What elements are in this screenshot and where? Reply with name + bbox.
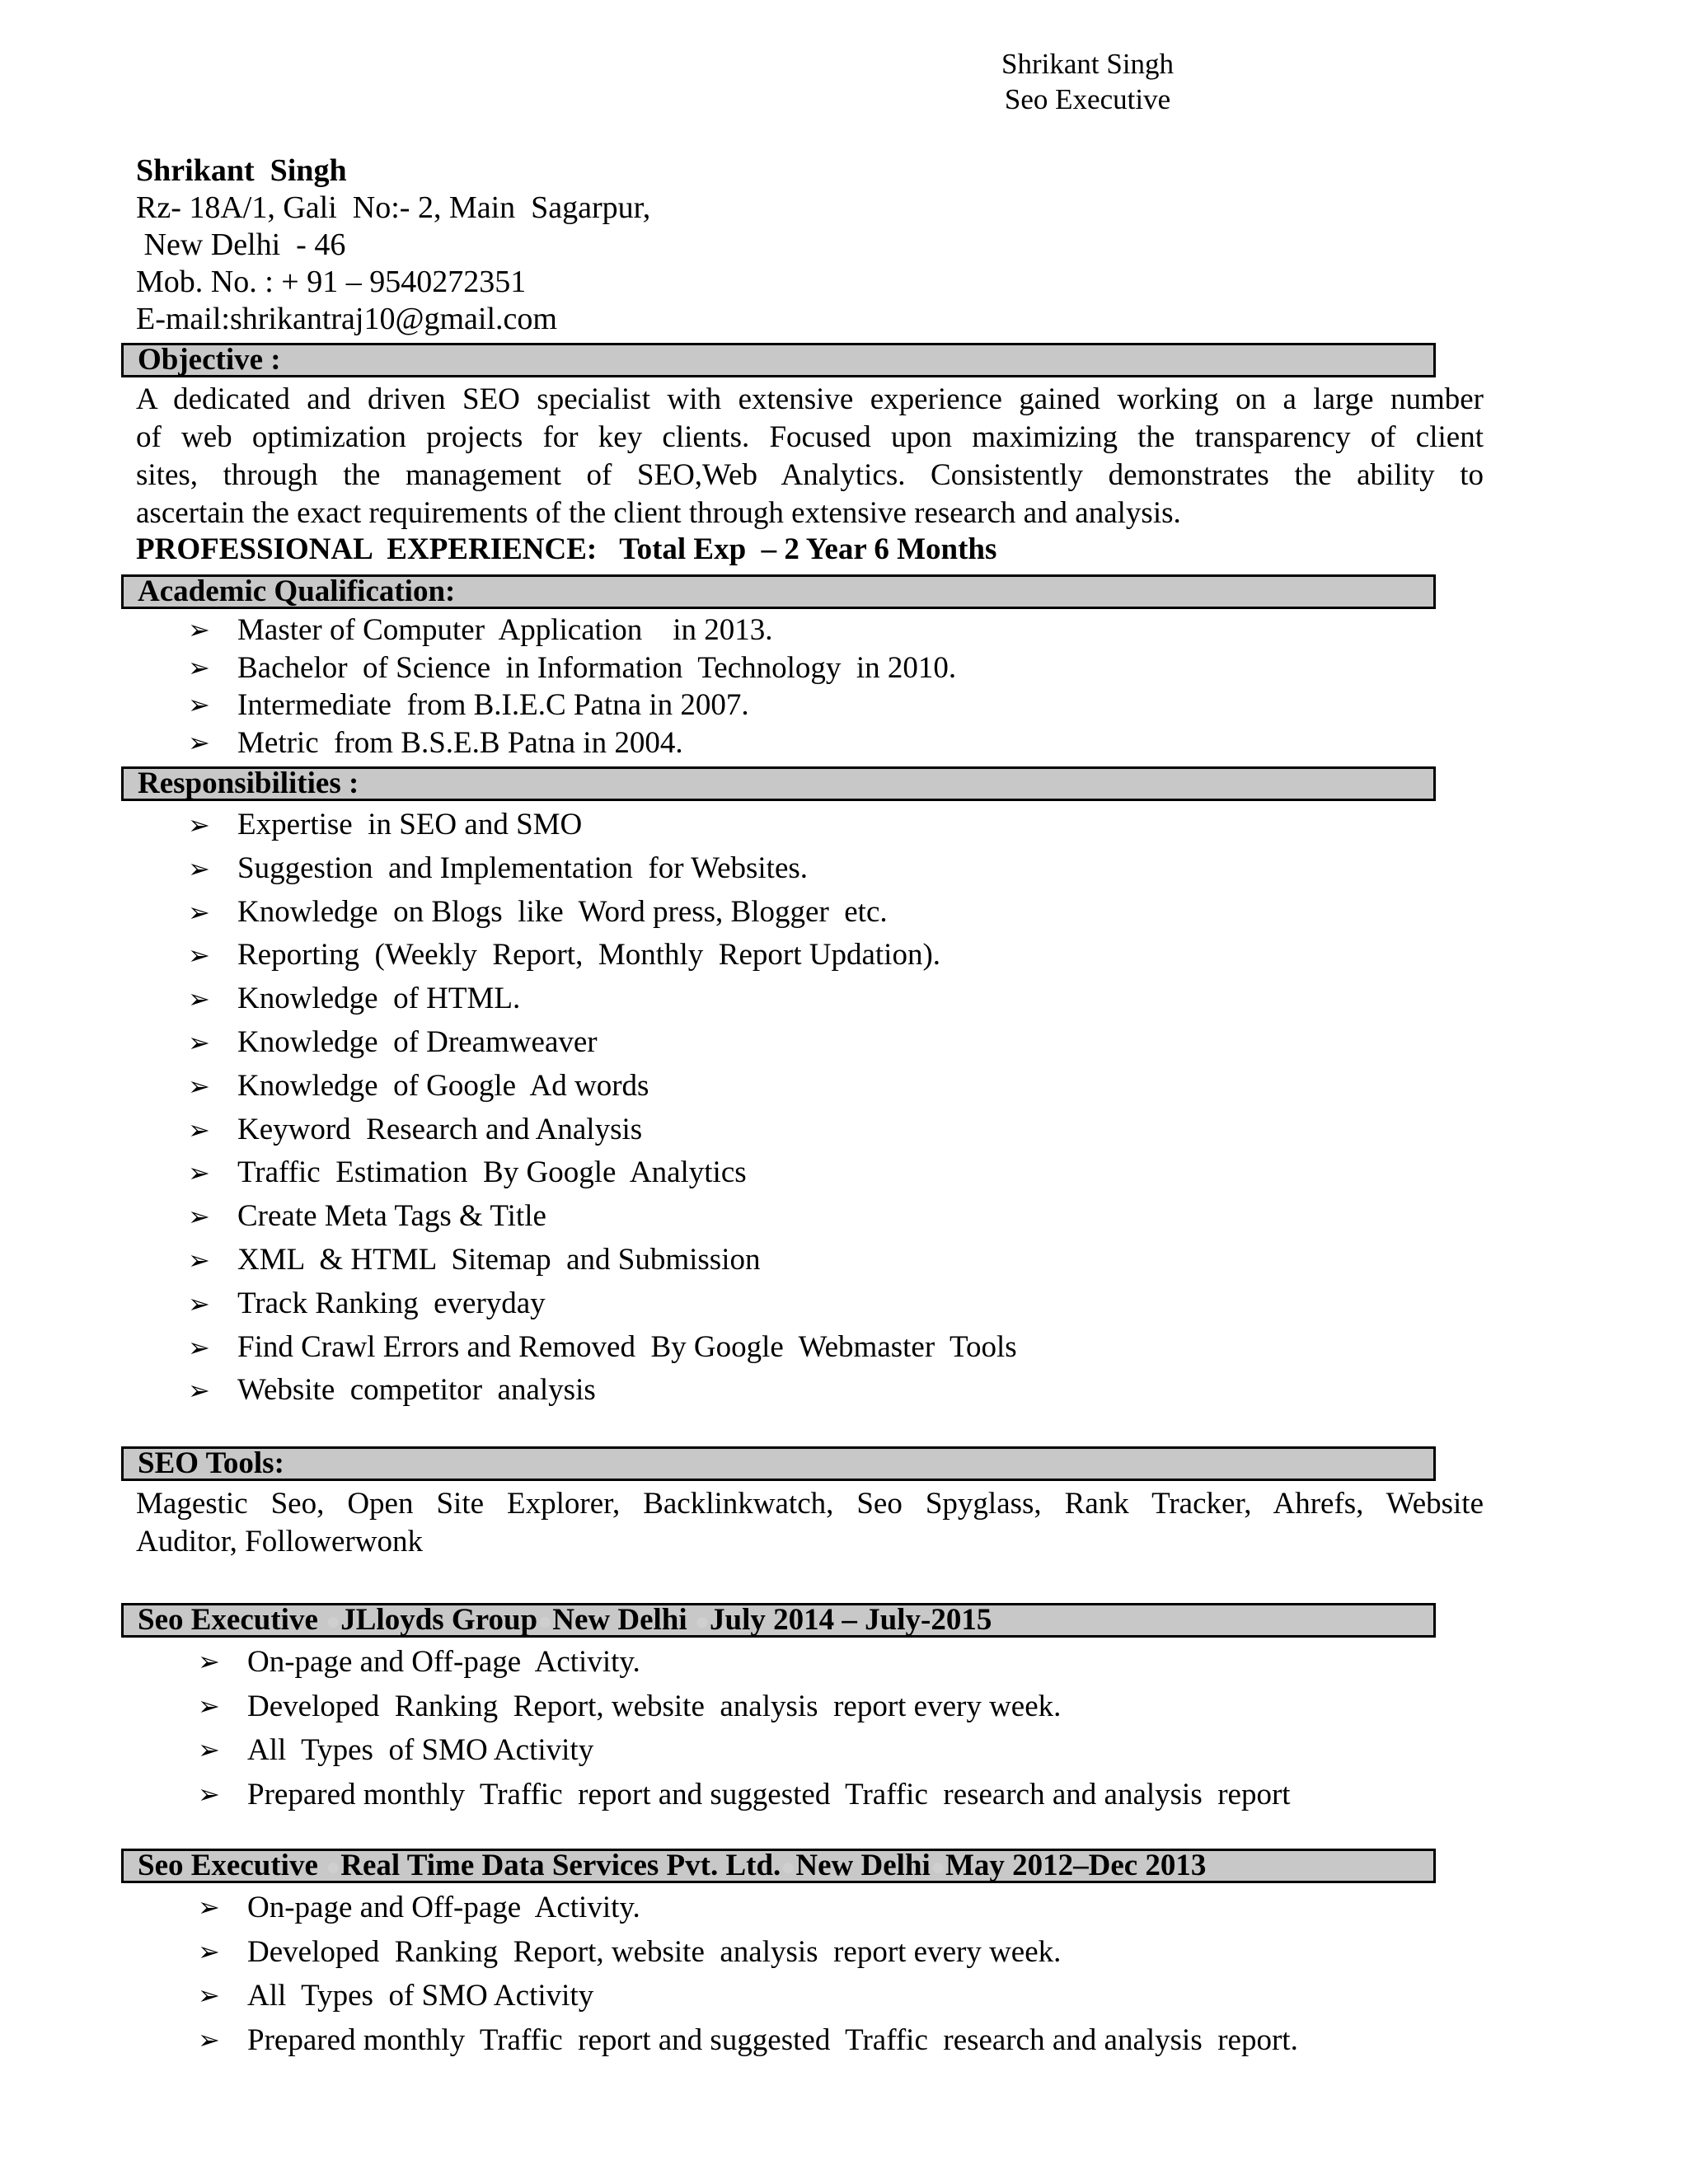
- list-item: ➢ Suggestion and Implementation for Websites.: [188, 847, 1017, 891]
- list-item: ➢ All Types of SMO Activity: [198, 1728, 1291, 1773]
- header-block: [1001, 46, 1174, 117]
- objective-heading: Objective :: [121, 343, 1436, 377]
- separator-dot-icon: ●: [930, 1854, 945, 1881]
- list-item: ➢ Prepared monthly Traffic report and suggested Traffic research and analysis report.: [198, 2018, 1298, 2063]
- arrow-bullet-icon: ➢: [188, 983, 210, 1015]
- list-item: ➢ On-page and Off-page Activity.: [198, 1886, 1298, 1930]
- academic-heading: Academic Qualification:: [121, 574, 1436, 609]
- experience-period: July 2014 – July-2015: [710, 1603, 992, 1637]
- list-item: ➢ Expertise in SEO and SMO: [188, 804, 1017, 847]
- contact-email: E-mail:shrikantraj10@gmail.com: [136, 302, 557, 336]
- contact-mobile: Mob. No. : + 91 – 9540272351: [136, 265, 527, 299]
- list-item: ➢ Bachelor of Science in Information Technology in 2010.: [188, 649, 956, 687]
- arrow-bullet-icon: ➢: [188, 1070, 210, 1102]
- seo-tools-line: Magestic Seo, Open Site Explorer, Backlinkwatch, Seo Spyglass, Rank Tracker, Ahrefs, Website: [136, 1487, 1484, 1521]
- seo-tools-heading: SEO Tools:: [121, 1446, 1436, 1481]
- list-item: ➢ Intermediate from B.I.E.C Patna in 2007.: [188, 687, 956, 724]
- responsibilities-list: [188, 804, 1017, 1413]
- arrow-bullet-icon: ➢: [188, 1331, 210, 1363]
- separator-dot-icon: ●: [537, 1608, 553, 1635]
- list-item: ➢ Knowledge of Google Ad words: [188, 1065, 1017, 1108]
- list-item: ➢ Track Ranking everyday: [188, 1282, 1017, 1326]
- objective-text: [136, 381, 1484, 532]
- experience-role: Seo Executive: [138, 1849, 326, 1882]
- arrow-bullet-icon: ➢: [198, 1935, 220, 1967]
- experience-location: New Delhi: [552, 1603, 695, 1637]
- arrow-bullet-icon: ➢: [188, 852, 210, 884]
- list-item: ➢ Knowledge on Blogs like Word press, Blogger etc.: [188, 891, 1017, 935]
- objective-line: sites, through the management of SEO,Web Analytics. Consistently demonstrates the ability to: [136, 458, 1484, 492]
- arrow-bullet-icon: ➢: [188, 1375, 210, 1407]
- list-item: ➢ XML & HTML Sitemap and Submission: [188, 1239, 1017, 1282]
- list-item: ➢ Knowledge of Dreamweaver: [188, 1021, 1017, 1065]
- separator-dot-icon: ●: [694, 1608, 710, 1635]
- arrow-bullet-icon: ➢: [198, 1778, 220, 1810]
- list-item: ➢ Find Crawl Errors and Removed By Google Webmaster Tools: [188, 1326, 1017, 1370]
- contact-address-2: New Delhi - 46: [136, 227, 346, 262]
- objective-line: of web optimization projects for key clients. Focused upon maximizing the transparency of client: [136, 420, 1484, 454]
- objective-line: ascertain the exact requirements of the client through extensive research and analysis.: [136, 496, 1181, 530]
- professional-experience-summary: PROFESSIONAL EXPERIENCE: Total Exp – 2 Year 6 Months: [136, 532, 997, 566]
- arrow-bullet-icon: ➢: [188, 896, 210, 928]
- arrow-bullet-icon: ➢: [188, 726, 210, 758]
- list-item: ➢ Master of Computer Application in 2013.: [188, 612, 956, 649]
- experience-2-list: [198, 1886, 1298, 2062]
- separator-dot-icon: ●: [326, 1854, 341, 1881]
- separator-dot-icon: ●: [326, 1608, 341, 1635]
- experience-role: Seo Executive: [138, 1603, 326, 1637]
- arrow-bullet-icon: ➢: [188, 940, 210, 972]
- experience-period: May 2012–Dec 2013: [945, 1849, 1207, 1882]
- list-item: ➢ On-page and Off-page Activity.: [198, 1640, 1291, 1685]
- list-item: ➢ Create Meta Tags & Title: [188, 1195, 1017, 1239]
- header-name: Shrikant Singh: [1001, 48, 1175, 80]
- list-item: ➢ Knowledge of HTML.: [188, 977, 1017, 1021]
- seo-tools-line: Auditor, Followerwonk: [136, 1525, 423, 1558]
- contact-address-1: Rz- 18A/1, Gali No:- 2, Main Sagarpur,: [136, 190, 651, 225]
- arrow-bullet-icon: ➢: [188, 1026, 210, 1058]
- academic-list: [188, 612, 956, 762]
- experience-company: JLloyds Group: [340, 1603, 538, 1637]
- list-item: ➢ Prepared monthly Traffic report and suggested Traffic research and analysis report: [198, 1773, 1291, 1817]
- list-item: ➢ Website competitor analysis: [188, 1369, 1017, 1413]
- arrow-bullet-icon: ➢: [188, 651, 210, 683]
- contact-block: [136, 152, 650, 338]
- experience-company: Real Time Data Services Pvt. Ltd.: [340, 1849, 781, 1882]
- arrow-bullet-icon: ➢: [188, 1157, 210, 1189]
- experience-1-heading: [121, 1603, 1436, 1638]
- header-designation: Seo Executive: [1004, 83, 1171, 115]
- list-item: ➢ Developed Ranking Report, website analysis report every week.: [198, 1685, 1291, 1729]
- separator-dot-icon: ●: [781, 1854, 796, 1881]
- arrow-bullet-icon: ➢: [188, 1201, 210, 1233]
- arrow-bullet-icon: ➢: [198, 1690, 220, 1722]
- list-item: ➢ Keyword Research and Analysis: [188, 1108, 1017, 1152]
- list-item: ➢ Metric from B.S.E.B Patna in 2004.: [188, 724, 956, 762]
- arrow-bullet-icon: ➢: [198, 1646, 220, 1677]
- experience-2-heading: [121, 1849, 1436, 1883]
- arrow-bullet-icon: ➢: [188, 1113, 210, 1146]
- arrow-bullet-icon: ➢: [198, 2023, 220, 2055]
- arrow-bullet-icon: ➢: [198, 1980, 220, 2011]
- arrow-bullet-icon: ➢: [188, 1244, 210, 1276]
- list-item: ➢ All Types of SMO Activity: [198, 1974, 1298, 2018]
- arrow-bullet-icon: ➢: [188, 689, 210, 720]
- arrow-bullet-icon: ➢: [188, 809, 210, 841]
- responsibilities-heading: Responsibilities :: [121, 766, 1436, 801]
- objective-line: A dedicated and driven SEO specialist with extensive experience gained working on a large number: [136, 382, 1484, 416]
- arrow-bullet-icon: ➢: [198, 1734, 220, 1765]
- experience-location: New Delhi: [795, 1849, 931, 1882]
- experience-1-list: [198, 1640, 1291, 1816]
- arrow-bullet-icon: ➢: [188, 614, 210, 645]
- list-item: ➢ Reporting (Weekly Report, Monthly Report Updation).: [188, 934, 1017, 977]
- list-item: ➢ Traffic Estimation By Google Analytics: [188, 1151, 1017, 1195]
- contact-name: Shrikant Singh: [136, 153, 347, 188]
- seo-tools-text: [136, 1485, 1484, 1561]
- list-item: ➢ Developed Ranking Report, website analysis report every week.: [198, 1930, 1298, 1975]
- arrow-bullet-icon: ➢: [198, 1891, 220, 1923]
- arrow-bullet-icon: ➢: [188, 1287, 210, 1319]
